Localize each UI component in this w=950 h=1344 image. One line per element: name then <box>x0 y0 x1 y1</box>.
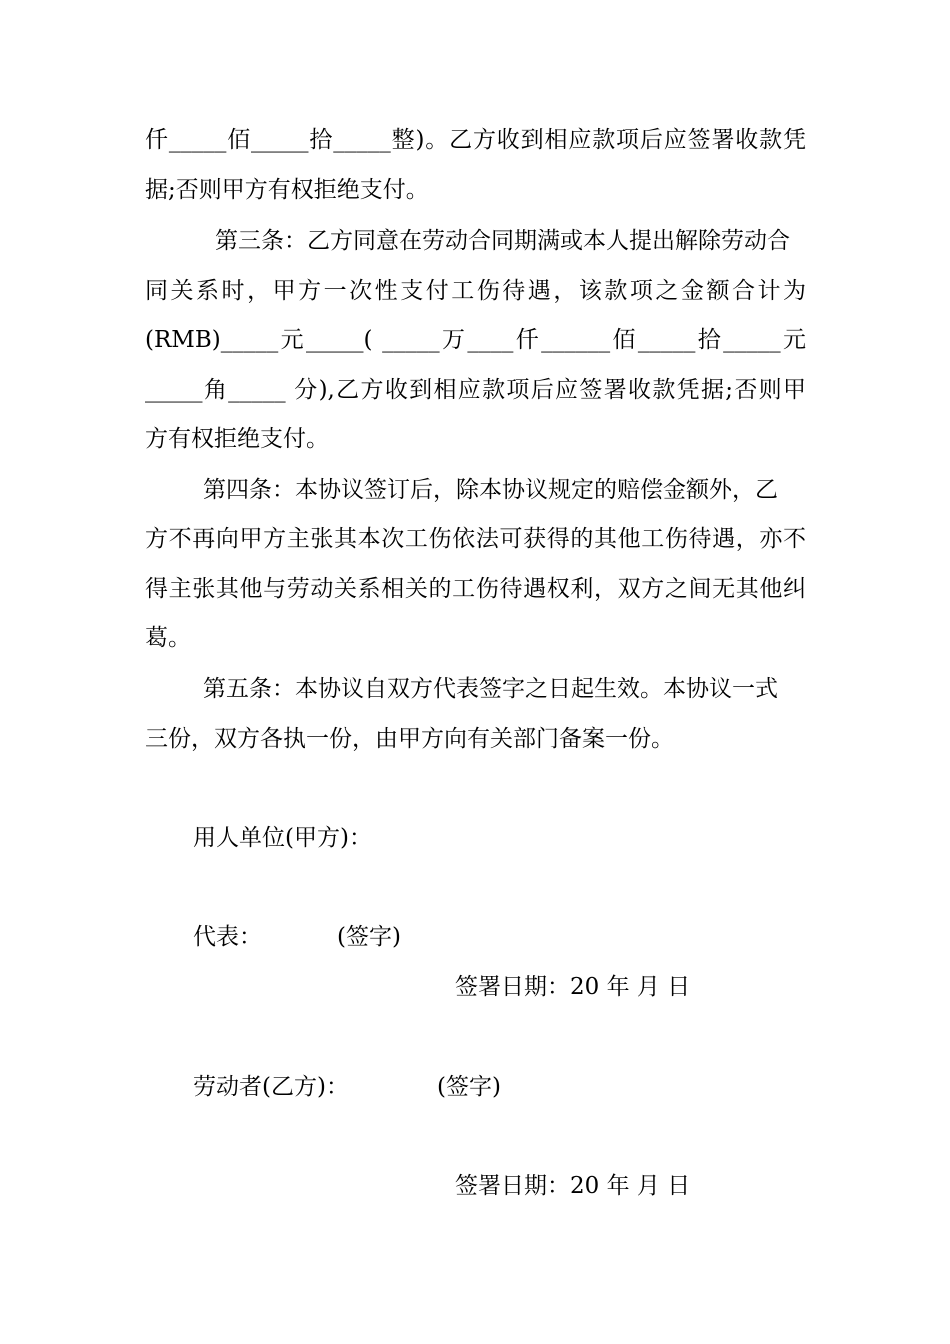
clause-2-line-3: 据;否则甲方有权拒绝支付。 <box>145 177 429 203</box>
clause-3-heading-line: 第三条：乙方同意在劳动合同期满或本人提出解除劳动合 <box>215 228 790 254</box>
clause-2-line-2: 仟_____佰_____拾_____整)。乙方收到相应款项后应签署收款凭 <box>145 127 806 153</box>
clause-5-heading-line: 第五条：本协议自双方代表签字之日起生效。本协议一式 <box>203 676 778 702</box>
worker-signature-placeholder: (签字) <box>437 1074 501 1100</box>
employer-sign-date: 签署日期：20 年 月 日 <box>455 974 691 1000</box>
worker-label: 劳动者(乙方)： <box>193 1074 349 1100</box>
clause-3-line-5: 方有权拒绝支付。 <box>145 426 329 452</box>
clause-4-line-3: 得主张其他与劳动关系相关的工伤待遇权利，双方之间无其他纠 <box>145 576 806 602</box>
clause-4-line-2: 方不再向甲方主张其本次工伤依法可获得的其他工伤待遇，亦不 <box>145 526 806 552</box>
clause-3-line-2: 同关系时，甲方一次性支付工伤待遇，该款项之金额合计为 <box>145 278 806 304</box>
worker-sign-date: 签署日期：20 年 月 日 <box>455 1173 691 1199</box>
representative-label: 代表： <box>193 924 262 950</box>
clause-3-line-3: (RMB)_____元_____( _____万____仟______佰_____拾_____元 <box>145 327 806 353</box>
clause-5-line-2: 三份，双方各执一份，由甲方向有关部门备案一份。 <box>145 726 674 752</box>
clause-3-line-4: _____角_____ 分),乙方收到相应款项后应签署收款凭据;否则甲 <box>145 377 806 403</box>
clause-4-heading-line: 第四条：本协议签订后，除本协议规定的赔偿金额外，乙 <box>203 477 778 503</box>
clause-4-line-4: 葛。 <box>145 625 191 651</box>
representative-signature-placeholder: (签字) <box>337 924 401 950</box>
employer-label: 用人单位(甲方)： <box>193 825 372 851</box>
